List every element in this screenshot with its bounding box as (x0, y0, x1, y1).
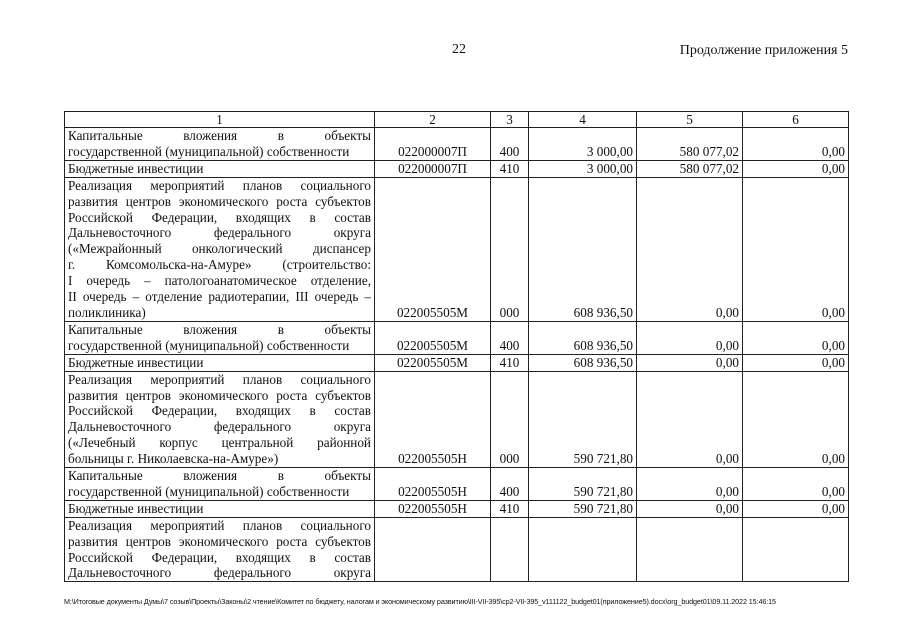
description-line: г. Комсомольска-на-Амуре» (строительство: (68, 257, 371, 273)
row-amount-col4: 608 936,50 (529, 354, 637, 371)
table-row (65, 517, 849, 582)
row-description (65, 128, 375, 161)
file-path-footer: M:\Итоговые документы Думы\7 созыв\Проекты\Законы\2 чтение\Комитет по бюджету, налогам и экономическому развитию\III-VII-395\ср2-VII-395_v111122_budget01(приложение5).docx\org_budget01\09.11.2022 15:46:15 (64, 597, 776, 606)
description-line: Бюджетные инвестиции (68, 354, 204, 370)
description-line: Реализация мероприятий планов социального (68, 517, 371, 533)
row-description (65, 177, 375, 321)
description-line: Капитальные вложения в объекты (68, 468, 371, 484)
description-line: Капитальные вложения в объекты (68, 321, 371, 337)
row-description (65, 517, 375, 582)
row-amount-col5: 580 077,02 (637, 160, 743, 177)
row-expense-type: 400 (491, 321, 529, 354)
description-line: («Межрайонный онкологический диспансер (68, 241, 371, 257)
row-description (65, 321, 375, 354)
row-amount-col6: 0,00 (743, 128, 849, 161)
row-code: 022005505М (375, 321, 491, 354)
row-amount-col6 (743, 517, 849, 582)
description-line: государственной (муниципальной) собственности (68, 143, 350, 159)
table-row (65, 468, 849, 501)
table-row (65, 321, 849, 354)
description-line: развития центров экономического роста субъектов (68, 533, 371, 549)
column-header: 5 (637, 112, 743, 128)
description-line: поликлиника) (68, 304, 146, 320)
row-amount-col6: 0,00 (743, 371, 849, 467)
row-description (65, 500, 375, 517)
description-line: Капитальные вложения в объекты (68, 128, 371, 143)
continuation-title: Продолжение приложения 5 (679, 43, 848, 58)
row-code (375, 517, 491, 582)
row-amount-col6: 0,00 (743, 177, 849, 321)
table-row (65, 177, 849, 321)
description-line: Реализация мероприятий планов социального (68, 371, 371, 387)
row-amount-col4: 608 936,50 (529, 177, 637, 321)
description-line: Дальневосточного федерального округа (68, 225, 371, 241)
table-row (65, 500, 849, 517)
row-amount-col4: 590 721,80 (529, 468, 637, 501)
description-line: развития центров экономического роста субъектов (68, 387, 371, 403)
description-line: Дальневосточного федерального округа (68, 419, 371, 435)
row-amount-col6: 0,00 (743, 160, 849, 177)
row-amount-col4: 3 000,00 (529, 160, 637, 177)
description-line: Российской Федерации, входящих в состав (68, 209, 371, 225)
column-header: 4 (529, 112, 637, 128)
budget-table (64, 111, 849, 582)
row-code: 022005505М (375, 177, 491, 321)
row-code: 022005505Н (375, 371, 491, 467)
table-body (65, 128, 849, 582)
description-line: Бюджетные инвестиции (68, 160, 204, 176)
row-expense-type (491, 517, 529, 582)
row-code: 022000007П (375, 160, 491, 177)
row-amount-col6: 0,00 (743, 321, 849, 354)
row-description (65, 371, 375, 467)
row-amount-col5 (637, 517, 743, 582)
description-line: Российской Федерации, входящих в состав (68, 549, 371, 565)
table-row (65, 354, 849, 371)
column-header: 6 (743, 112, 849, 128)
table-row (65, 128, 849, 161)
row-amount-col4: 3 000,00 (529, 128, 637, 161)
row-expense-type: 410 (491, 160, 529, 177)
row-amount-col4 (529, 517, 637, 582)
description-line: Российской Федерации, входящих в состав (68, 403, 371, 419)
row-description (65, 468, 375, 501)
row-amount-col4: 590 721,80 (529, 371, 637, 467)
row-amount-col6: 0,00 (743, 468, 849, 501)
description-line: Реализация мероприятий планов социального (68, 177, 371, 193)
row-amount-col4: 590 721,80 (529, 500, 637, 517)
description-line: развития центров экономического роста субъектов (68, 193, 371, 209)
row-expense-type: 400 (491, 128, 529, 161)
column-header: 1 (65, 112, 375, 128)
page-number: 22 (452, 42, 466, 57)
row-amount-col5: 0,00 (637, 371, 743, 467)
header-row (65, 112, 849, 128)
row-expense-type: 410 (491, 354, 529, 371)
row-amount-col5: 0,00 (637, 354, 743, 371)
row-code: 022005505М (375, 354, 491, 371)
row-amount-col5: 580 077,02 (637, 128, 743, 161)
table-row (65, 160, 849, 177)
row-amount-col5: 0,00 (637, 500, 743, 517)
row-code: 022005505Н (375, 468, 491, 501)
row-amount-col5: 0,00 (637, 321, 743, 354)
row-amount-col5: 0,00 (637, 177, 743, 321)
row-expense-type: 000 (491, 371, 529, 467)
description-line: («Лечебный корпус центральной районной (68, 435, 371, 451)
table-header (65, 112, 849, 128)
row-description (65, 354, 375, 371)
description-line: I очередь – патологоанатомическое отделение, (68, 273, 371, 289)
row-amount-col6: 0,00 (743, 354, 849, 371)
row-description (65, 160, 375, 177)
description-line: Бюджетные инвестиции (68, 500, 204, 516)
row-code: 022005505Н (375, 500, 491, 517)
row-amount-col6: 0,00 (743, 500, 849, 517)
row-expense-type: 410 (491, 500, 529, 517)
description-line: II очередь – отделение радиотерапии, III очередь – (68, 289, 371, 305)
row-amount-col4: 608 936,50 (529, 321, 637, 354)
row-expense-type: 400 (491, 468, 529, 501)
column-header: 2 (375, 112, 491, 128)
description-line: больницы г. Николаевска-на-Амуре») (68, 451, 279, 467)
row-amount-col5: 0,00 (637, 468, 743, 501)
row-code: 022000007П (375, 128, 491, 161)
description-line: государственной (муниципальной) собственности (68, 337, 350, 353)
description-line: государственной (муниципальной) собственности (68, 483, 350, 499)
table-row (65, 371, 849, 467)
description-line: Дальневосточного федерального округа (68, 565, 371, 581)
column-header: 3 (491, 112, 529, 128)
row-expense-type: 000 (491, 177, 529, 321)
